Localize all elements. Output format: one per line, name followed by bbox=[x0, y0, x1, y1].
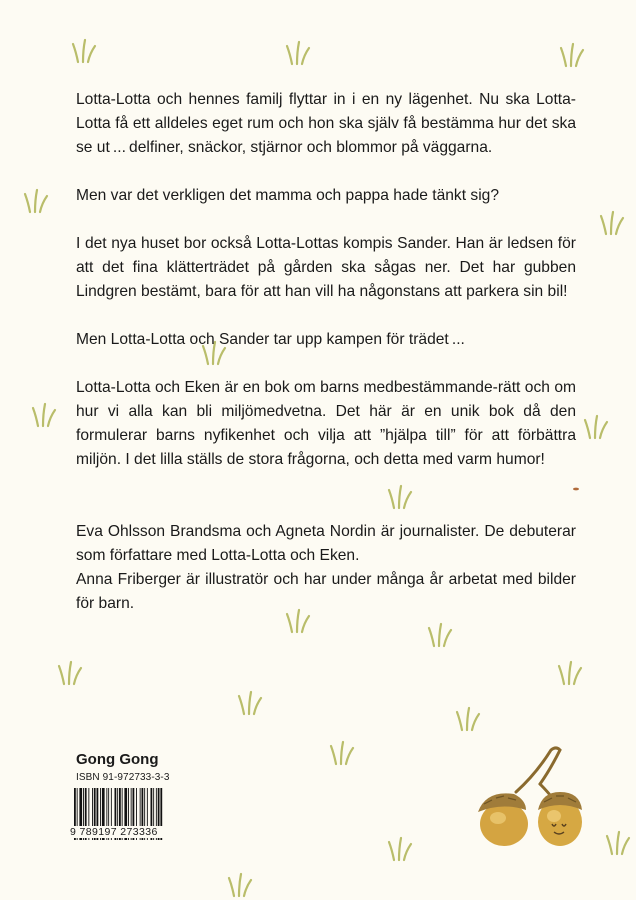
acorn-illustration bbox=[456, 744, 606, 856]
paragraph-text: Men Lotta-Lotta och Sander tar upp kampen för trädet ... bbox=[76, 331, 465, 348]
grass-icon bbox=[284, 40, 314, 66]
grass-icon bbox=[22, 188, 52, 214]
grass-icon bbox=[604, 830, 634, 856]
grass-icon bbox=[328, 740, 358, 766]
question-line bbox=[76, 184, 576, 208]
struggle-line bbox=[76, 328, 576, 352]
intro-paragraph bbox=[76, 88, 576, 160]
sander-paragraph bbox=[76, 232, 576, 304]
grass-icon bbox=[226, 872, 256, 898]
grass-icon bbox=[598, 210, 628, 236]
grass-icon bbox=[386, 484, 416, 510]
paragraph-text: Eva Ohlsson Brandsma och Agneta Nordin är journalister. De debuterar som författare med Lotta-Lotta och Eken. bbox=[76, 523, 576, 564]
grass-icon bbox=[56, 660, 86, 686]
grass-icon bbox=[454, 706, 484, 732]
paragraph-text: Men var det verkligen det mamma och pappa hade tänkt sig? bbox=[76, 187, 500, 204]
grass-icon bbox=[582, 414, 612, 440]
grass-icon bbox=[30, 402, 60, 428]
grass-icon bbox=[556, 660, 586, 686]
grass-icon bbox=[386, 836, 416, 862]
paragraph-text: Lotta-Lotta och hennes familj flyttar in i en ny lägenhet. Nu ska Lotta-Lotta få ett alldeles eget rum och hon ska själv få bestämma hur det ska se ut ... delfiner, snäckor, stjärnor och blommor på väggarna. bbox=[76, 91, 576, 156]
authors-paragraph bbox=[76, 520, 576, 568]
barcode-number: 9 789197 273336 bbox=[70, 826, 195, 838]
paragraph-text: Anna Friberger är illustratör och har under många år arbetat med bilder för barn. bbox=[76, 571, 576, 612]
illustrator-paragraph bbox=[76, 568, 576, 616]
grass-icon bbox=[70, 38, 100, 64]
paragraph-text: Lotta-Lotta och Eken är en bok om barns medbestämmande-rätt och om hur vi alla kan bli miljömedvetna. Det här är en unik bok då den formulerar barns nyfikenhet och vilja att ”hjälpa till” för att förbättra miljön. I det lilla ställs de stora frågorna, och detta med varm humor! bbox=[76, 379, 576, 468]
grass-icon bbox=[558, 42, 588, 68]
isbn-number: ISBN 91-972733-3-3 bbox=[76, 772, 170, 783]
paragraph-text: I det nya huset bor också Lotta-Lottas kompis Sander. Han är ledsen för att det fina klätterträdet på gården ska sågas ner. Det har gubben Lindgren bestämt, bara för att han vill ha någonstans att parkera sin bil! bbox=[76, 235, 576, 300]
ink-speck bbox=[572, 487, 580, 491]
publisher-name: Gong Gong bbox=[76, 751, 159, 768]
book-description-paragraph bbox=[76, 376, 576, 472]
grass-icon bbox=[236, 690, 266, 716]
grass-icon bbox=[426, 622, 456, 648]
